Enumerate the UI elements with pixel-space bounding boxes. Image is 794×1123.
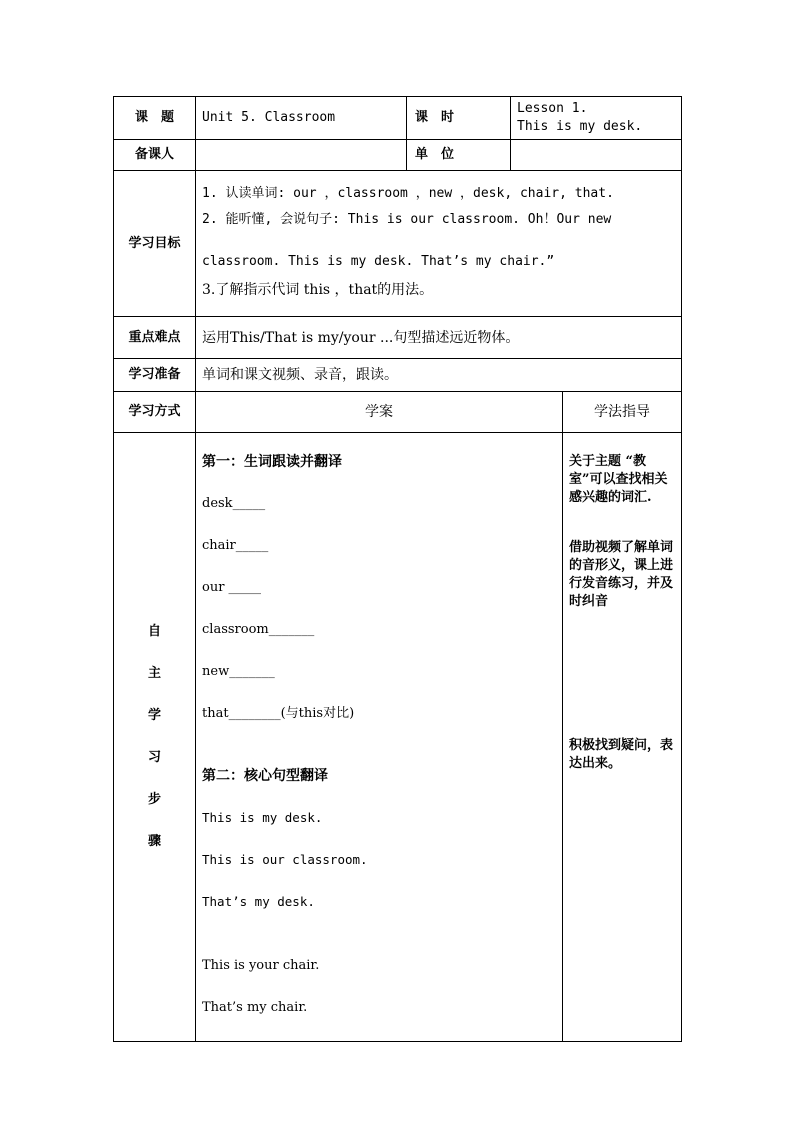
- unit-label: 单 位: [407, 140, 511, 171]
- topic-row: [114, 97, 682, 140]
- vertical-char: 骤: [147, 834, 161, 849]
- vertical-char: 主: [147, 666, 161, 681]
- guide-header: 学法指导: [563, 392, 682, 433]
- objective-line-3: classroom. This is my desk. That’s my chair.”: [202, 254, 555, 269]
- word-item: new_______: [202, 664, 275, 679]
- spacer: [202, 935, 556, 957]
- period-value: [511, 97, 682, 140]
- vertical-char: 习: [147, 750, 161, 765]
- guidance-note-1: 关于主题 “教室”可以查找相关感兴趣的词汇.: [569, 454, 668, 505]
- objectives-content: [196, 171, 682, 317]
- vertical-char: 自: [147, 624, 161, 639]
- period-value-line-2: This is my desk.: [517, 119, 643, 134]
- guidance-note-3: 积极找到疑问，表达出来。: [569, 738, 674, 771]
- method-label: 学习方式: [114, 392, 196, 433]
- word-item: desk_____: [202, 496, 266, 511]
- vertical-char: 学: [147, 708, 161, 723]
- guidance-note-2: 借助视频了解单词的音形义，课上进行发音练习，并及时纠音: [569, 540, 674, 609]
- vertical-char: 步: [147, 792, 161, 807]
- objectives-label: 学习目标: [114, 171, 196, 317]
- study-guidance: [563, 433, 682, 1042]
- sentence-item: That’s my desk.: [202, 894, 315, 909]
- topic-label: 课 题: [114, 97, 196, 140]
- sentence-item: This is our classroom.: [202, 852, 368, 867]
- study-plan-content: [196, 433, 563, 1042]
- key-points-label: 重点难点: [114, 317, 196, 359]
- preparer-row: [114, 140, 682, 171]
- word-item: chair_____: [202, 538, 269, 553]
- preparation-value: 单词和课文视频、录音，跟读。: [196, 359, 682, 392]
- self-study-vertical-label: [114, 433, 196, 1042]
- preparer-label: 备课人: [114, 140, 196, 171]
- lesson-plan-table: [113, 96, 682, 1042]
- objective-line-1: 1. 认读单词: our ，classroom ，new ，desk, chair, that.: [202, 186, 614, 201]
- sentence-item: This is my desk.: [202, 810, 323, 825]
- self-study-row: [114, 433, 682, 1042]
- topic-value: Unit 5. Classroom: [196, 97, 407, 140]
- unit-value: [511, 140, 682, 171]
- plan-header: 学案: [196, 392, 563, 433]
- preparation-label: 学习准备: [114, 359, 196, 392]
- word-item: that________(与this对比): [202, 706, 355, 721]
- sentence-item: That’s my chair.: [202, 1000, 308, 1015]
- objective-line-4: 3.了解指示代词 this ，that的用法。: [202, 282, 434, 298]
- key-points-row: [114, 317, 682, 359]
- key-points-value: 运用This/That is my/your ...句型描述远近物体。: [196, 317, 682, 359]
- word-item: our _____: [202, 580, 262, 595]
- method-row: [114, 392, 682, 433]
- preparer-value: [196, 140, 407, 171]
- part2-title: 第二：核心句型翻译: [202, 768, 328, 784]
- sentence-item: This is your chair.: [202, 958, 320, 973]
- objectives-row: [114, 171, 682, 317]
- word-item: classroom_______: [202, 622, 315, 637]
- spacer: [202, 747, 556, 767]
- period-value-line-1: Lesson 1.: [517, 101, 588, 116]
- preparation-row: [114, 359, 682, 392]
- period-label: 课 时: [407, 97, 511, 140]
- part1-title: 第一：生词跟读并翻译: [202, 454, 342, 470]
- objective-line-2: 2. 能听懂, 会说句子: This is our classroom. Oh！Our new: [202, 212, 612, 227]
